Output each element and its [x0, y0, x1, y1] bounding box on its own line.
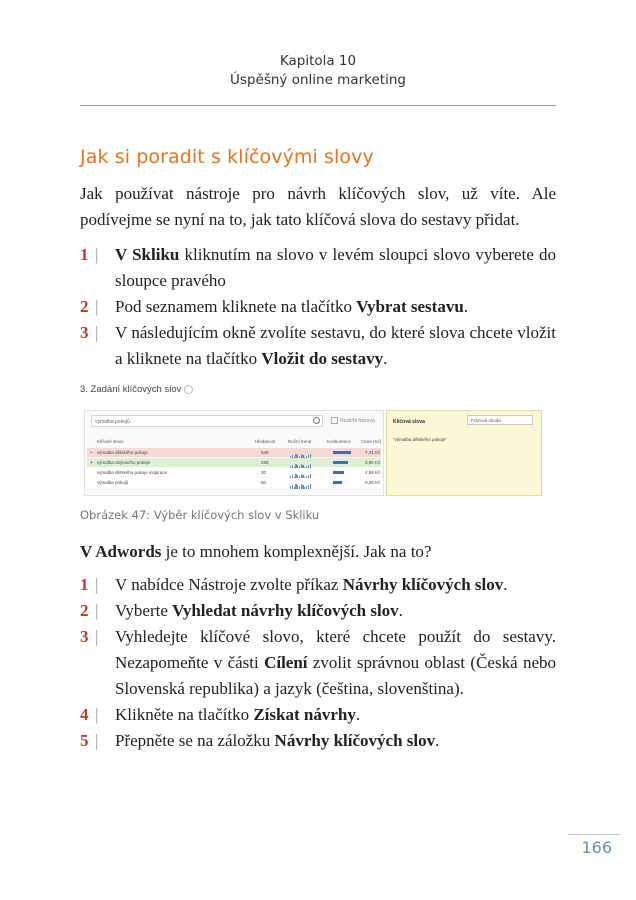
list-item [80, 728, 556, 754]
competition-bar [333, 461, 348, 464]
step-separator: | [95, 705, 99, 724]
step-separator: | [95, 627, 99, 646]
page-number: 166 [581, 838, 612, 857]
step-text: V následujícím okně zvolíte sestavu, do které slova chcete vložit a kliknete na tlačítko [115, 323, 556, 368]
figure-heading [80, 384, 193, 395]
list-item [80, 624, 556, 702]
selected-keyword: "výmalba dětského pokoje" [393, 437, 447, 442]
step-text: Přepněte se na záložku [115, 731, 275, 750]
step-number: 1 [80, 245, 89, 264]
column-header: Roční trend [288, 439, 312, 444]
step-bold: Vložit do sestavy [261, 349, 384, 368]
step-text: kliknutím na slovo v levém sloupci slovo vyberete do sloupce pravého [115, 245, 556, 290]
step-text-end: . [398, 601, 403, 620]
keyword-suggestions-panel [84, 410, 384, 496]
competition-bar [333, 481, 342, 484]
volume-cell: 50 [261, 480, 267, 485]
step-separator: | [95, 601, 99, 620]
list-item [80, 598, 556, 624]
figure-heading-text: 3. Zadání klíčových slov [80, 384, 182, 395]
keyword-cell: výmalba obývacího pokoje [97, 460, 151, 465]
adwords-paragraph [80, 539, 556, 565]
step-separator: | [95, 297, 99, 316]
adwords-steps [80, 572, 556, 754]
step-text-end: . [463, 297, 469, 316]
step-bold: V Skliku [115, 245, 180, 264]
list-item [80, 294, 556, 320]
phrase-checkbox [331, 417, 375, 424]
step-text-end: . [355, 705, 361, 724]
keyword-cell: výmalba dětského pokoje [97, 450, 148, 455]
panel-title: Klíčová slova [393, 419, 425, 425]
chapter-number: Kapitola 10 [279, 53, 357, 69]
step-number: 5 [80, 731, 89, 750]
step-number: 2 [80, 601, 89, 620]
step-text-end: . [503, 575, 508, 594]
step-separator: | [95, 575, 99, 594]
sklik-steps [80, 242, 556, 372]
checkbox-icon [331, 417, 338, 424]
column-header: Hledanost [255, 439, 276, 444]
table-row[interactable] [87, 458, 381, 467]
volume-cell: 30 [261, 470, 267, 475]
price-cell: 3,86 Kč [365, 460, 381, 465]
search-input: výmalba pokojů [91, 415, 323, 427]
step-text-end: zvolit správnou oblast (Česká nebo Slovenská republika) a jazyk (čeština, slovenština). [115, 653, 556, 698]
step-number: 2 [80, 297, 89, 316]
column-header: Konkurence [327, 439, 352, 444]
trend-sparkline [290, 450, 312, 455]
step-bold: Návrhy klíčových slov [342, 575, 504, 594]
header-divider [80, 105, 556, 106]
step-text-end: . [435, 731, 440, 750]
column-header: Cena (Kč) [361, 439, 382, 444]
step-separator: | [95, 245, 99, 264]
step-separator: | [95, 731, 99, 750]
step-separator: | [95, 323, 99, 342]
step-text: Pod seznamem kliknete na tlačítko [115, 297, 357, 316]
footer-divider [568, 834, 620, 835]
checkbox-label: Rozšířit frázová [340, 417, 375, 424]
table-row[interactable] [87, 448, 381, 457]
step-text: Vyhledejte klíčové slovo, které chcete použít do sestavy. Nezapomeňte v části [115, 627, 556, 672]
intro-paragraph: Jak používat nástroje pro návrh klíčových slov, už víte. Ale podívejme se nyní na to, jak tato klíčová slova do sestavy přidat. [80, 184, 556, 229]
competition-bar [333, 471, 344, 474]
row-action-icon[interactable]: − [90, 450, 93, 455]
volume-cell: 549 [261, 450, 269, 455]
price-cell: 4,59 Kč [365, 470, 381, 475]
list-item [80, 572, 556, 598]
step-bold: Získat návrhy [253, 705, 356, 724]
sklik-screenshot-figure [80, 384, 556, 496]
table-row[interactable] [87, 478, 381, 487]
price-cell: 7,41 Kč [365, 450, 381, 455]
step-bold: Vyhledat návrhy klíčových slov [172, 601, 399, 620]
adwords-bold: V Adwords [80, 542, 162, 561]
search-icon [313, 417, 320, 424]
list-item [80, 242, 556, 294]
step-text-end: . [383, 349, 388, 368]
help-icon [184, 385, 193, 394]
step-number: 1 [80, 575, 89, 594]
keyword-cell: výmalba pokojů [97, 480, 129, 485]
price-cell: 0,26 Kč [365, 480, 381, 485]
column-header: Klíčové slovo [97, 439, 124, 444]
step-text: Klikněte na tlačítko [115, 705, 254, 724]
table-row[interactable] [87, 468, 381, 477]
step-text: V nabídce Nástroje zvolte příkaz [115, 575, 343, 594]
step-bold: Návrhy klíčových slov [274, 731, 436, 750]
running-header [80, 52, 556, 90]
row-action-icon[interactable]: + [90, 460, 93, 465]
figure-caption: Obrázek 47: Výběr klíčových slov v Skliku [80, 508, 320, 522]
step-number: 3 [80, 627, 89, 646]
list-item [80, 320, 556, 372]
keyword-cell: výmalba dětského pokoje inspirace [97, 470, 168, 475]
trend-sparkline [290, 480, 312, 485]
trend-sparkline [290, 470, 312, 475]
section-title: Jak si poradit s klíčovými slovy [80, 146, 374, 168]
trend-sparkline [290, 460, 312, 465]
step-bold: Cílení [264, 653, 308, 672]
volume-cell: 258 [261, 460, 269, 465]
step-text: Vyberte [115, 601, 173, 620]
list-item [80, 702, 556, 728]
step-number: 4 [80, 705, 89, 724]
competition-bar [333, 451, 351, 454]
selected-keywords-panel [386, 410, 542, 496]
step-bold: Vybrat sestavu [356, 297, 464, 316]
chapter-title: Úspěšný online marketing [230, 72, 406, 88]
step-number: 3 [80, 323, 89, 342]
adwords-text: je to mnohem komplexnější. Jak na to? [161, 542, 432, 561]
match-type-select: Frázová shoda [467, 415, 533, 425]
